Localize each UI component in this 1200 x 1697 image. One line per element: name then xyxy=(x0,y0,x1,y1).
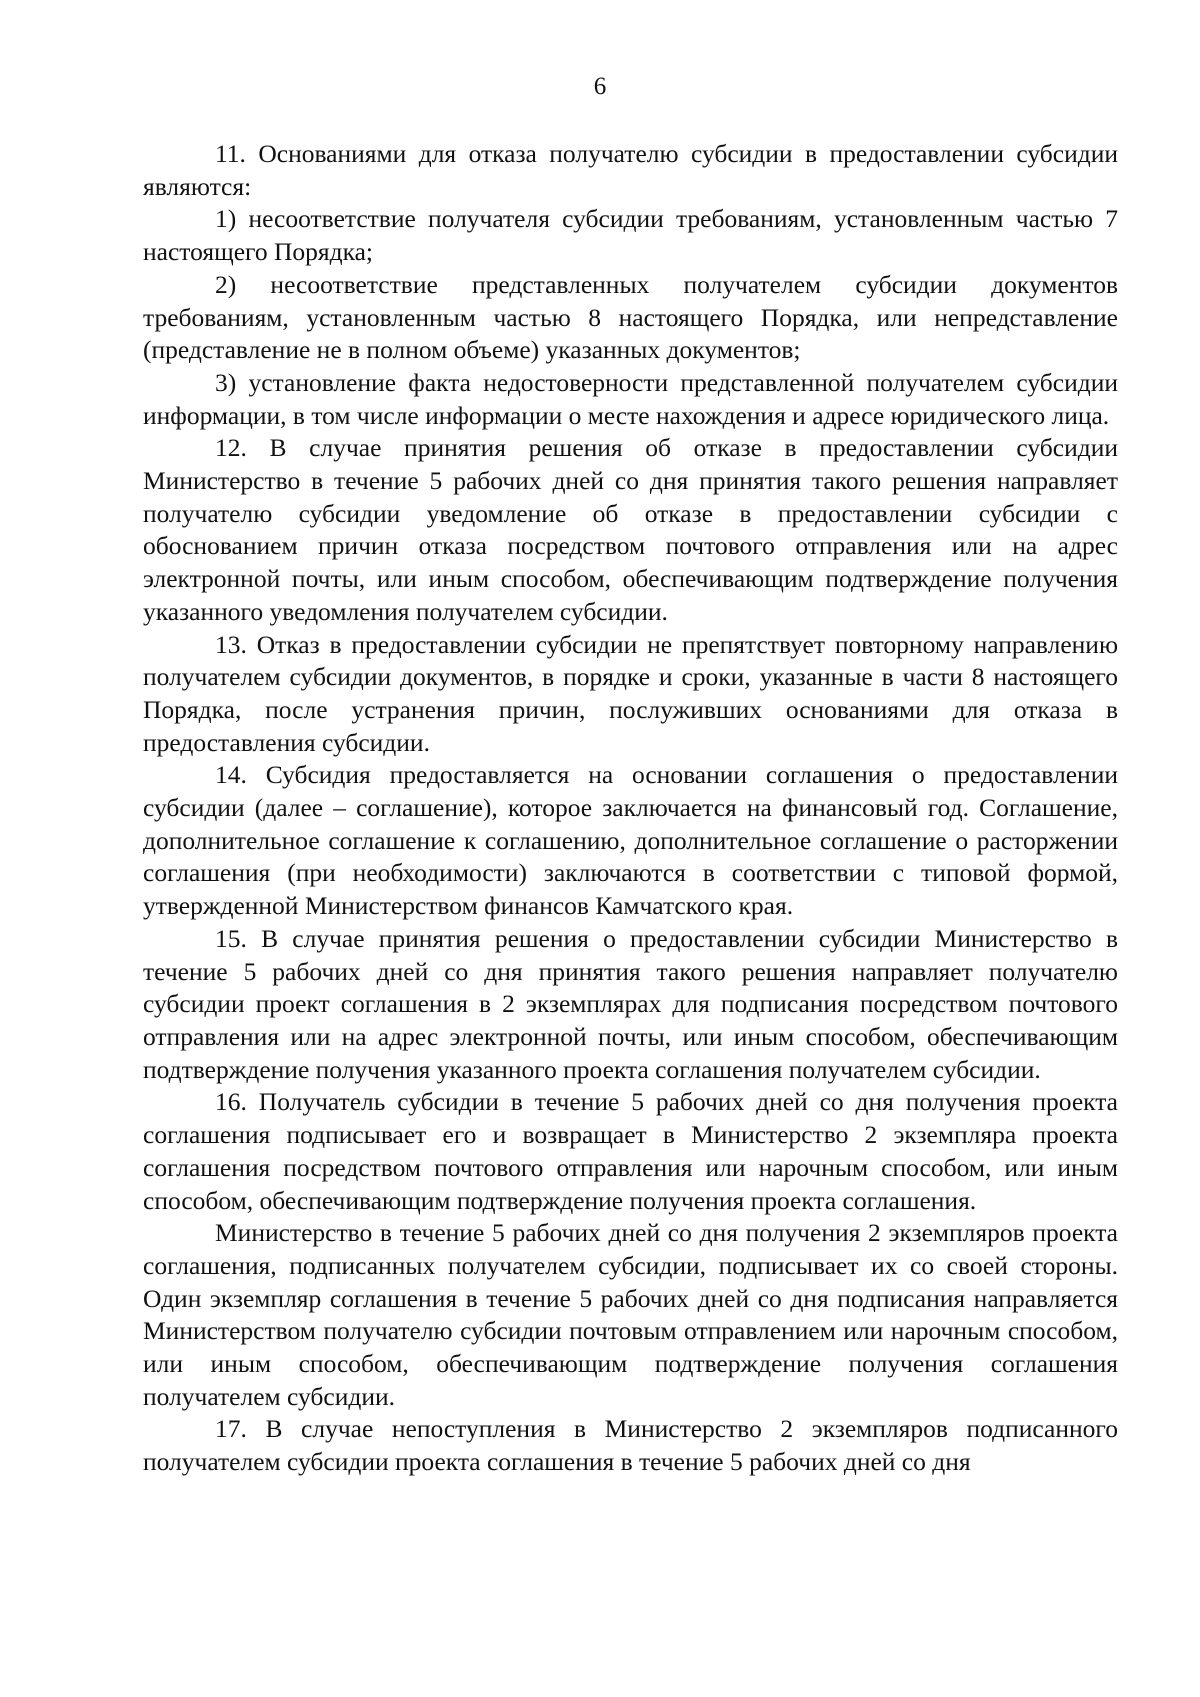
document-body xyxy=(143,138,1118,1479)
paragraph-13: 13. Отказ в предоставлении субсидии не препятствует повторному направлению получателем субсидии документов, в порядке и сроки, указанные в части 8 настоящего Порядка, после устранения причин, послуживших основаниями для отказа в предоставления субсидии. xyxy=(143,629,1118,757)
paragraph-15: 15. В случае принятия решения о предоставлении субсидии Министерство в течение 5 рабочих дней со дня принятия такого решения направляет получателю субсидии проект соглашения в 2 экземплярах для подписания посредством почтового отправления или на адрес электронной почты, или иным способом, обеспечивающим подтверждение получения указанного проекта соглашения получателем субсидии. xyxy=(143,923,1118,1084)
paragraph-11-item-3: 3) установление факта недостоверности представленной получателем субсидии информации, в том числе информации о месте нахождения и адресе юридического лица. xyxy=(143,367,1118,430)
paragraph-16-continued: Министерство в течение 5 рабочих дней со дня получения 2 экземпляров проекта соглашения, подписанных получателем субсидии, подписывает их со своей стороны. Один экземпляр соглашения в течение 5 рабочих дней со дня подписания направляется Министерством получателю субсидии почтовым отправлением или нарочным способом, или иным способом, обеспечивающим подтверждение получения соглашения получателем субсидии. xyxy=(143,1218,1118,1411)
paragraph-14: 14. Субсидия предоставляется на основании соглашения о предоставлении субсидии (далее – соглашение), которое заключается на финансовый год. Соглашение, дополнительное соглашение к соглашению, дополнительное соглашение о расторжении соглашения (при необходимости) заключаются в соответствии с типовой формой, утвержденной Министерством финансов Камчатского края. xyxy=(143,760,1118,921)
paragraph-11: 11. Основаниями для отказа получателю субсидии в предоставлении субсидии являются: xyxy=(143,139,1118,201)
paragraph-11-item-2: 2) несоответствие представленных получателем субсидии документов требованиям, установленным частью 8 настоящего Порядка, или непредставление (представление не в полном объеме) указанных документов; xyxy=(143,269,1118,365)
paragraph-16: 16. Получатель субсидии в течение 5 рабочих дней со дня получения проекта соглашения подписывает его и возвращает в Министерство 2 экземпляра проекта соглашения посредством почтового отправления или нарочным способом, или иным способом, обеспечивающим подтверждение получения проекта соглашения. xyxy=(143,1087,1118,1215)
paragraph-11-item-1: 1) несоответствие получателя субсидии требованиям, установленным частью 7 настоящего Порядка; xyxy=(143,204,1118,267)
page-number: 6 xyxy=(593,73,607,100)
paragraph-17: 17. В случае непоступления в Министерство 2 экземпляров подписанного получателем субсидии проекта соглашения в течение 5 рабочих дней со дня xyxy=(143,1414,1118,1477)
paragraph-12: 12. В случае принятия решения об отказе в предоставлении субсидии Министерство в течение 5 рабочих дней со дня принятия такого решения направляет получателю субсидии уведомление об отказе в предоставлении субсидии с обоснованием причин отказа посредством почтового отправления или на адрес электронной почты, или иным способом, обеспечивающим подтверждение получения указанного уведомления получателем субсидии. xyxy=(143,433,1118,626)
